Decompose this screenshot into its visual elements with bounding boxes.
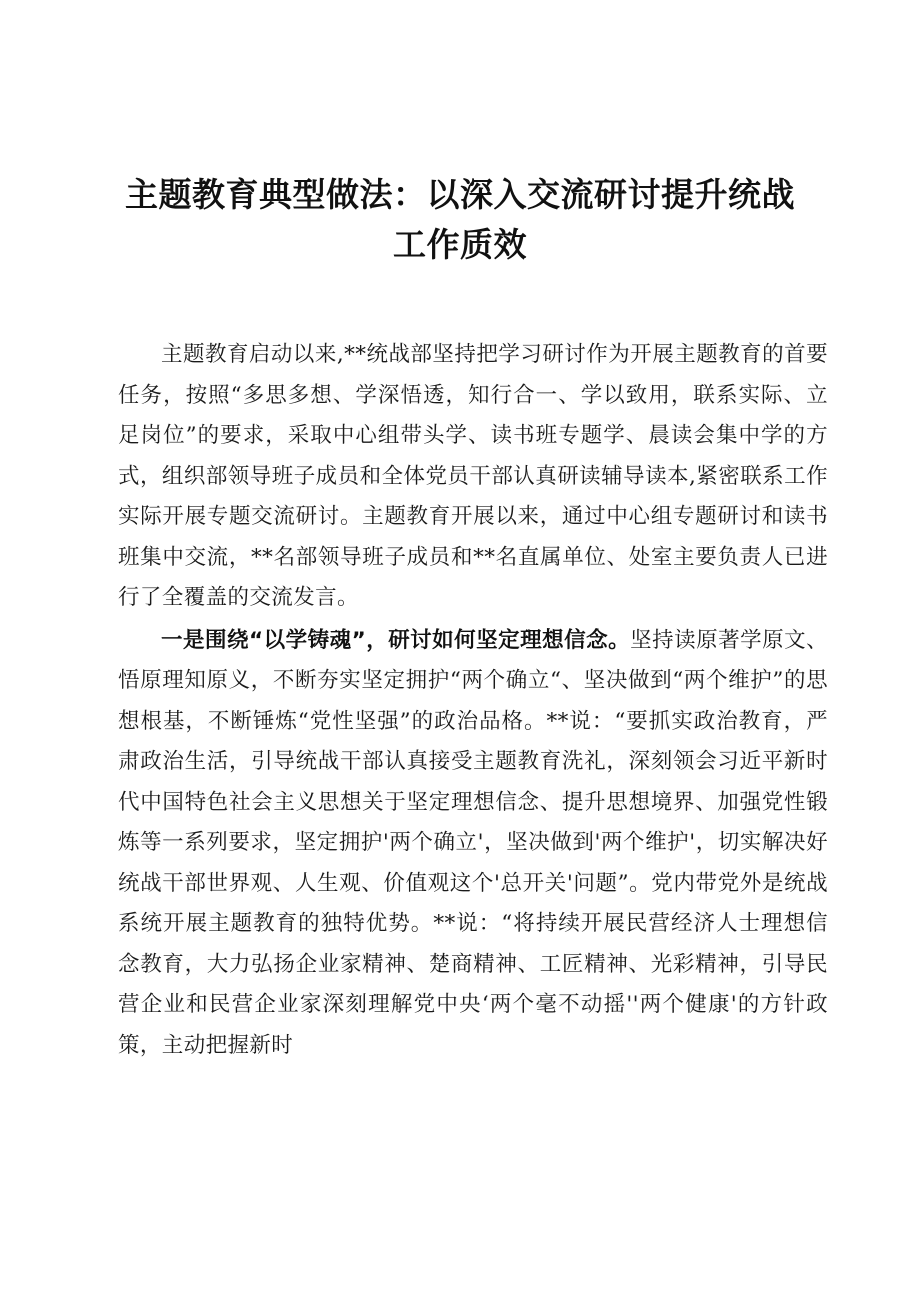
document-title: 主题教育典型做法：以深入交流研讨提升统战工作质效 — [125, 175, 795, 264]
paragraph-intro — [118, 335, 828, 619]
paragraph-intro-text: 主题教育启动以来,**统战部坚持把学习研讨作为开展主题教育的首要任务，按照“多思多想、学深悟透，知行合一、学以致用，联系实际、立足岗位”的要求，采取中心组带头学、读书班专题学、晨读会集中学的方式，组织部领导班子成员和全体党员干部认真研读辅导读本,紧密联系工作实际开展专题交流研讨。主题教育开展以来，通过中心组专题研讨和读书班集中交流，**名部领导班子成员和**名直属单位、处室主要负责人已进行了全覆盖的交流发言。 — [118, 342, 828, 610]
paragraph-point-one — [118, 621, 828, 1067]
paragraph-point-one-heading: 一是围绕“以学铸魂”，研讨如何坚定理想信念。 — [161, 627, 631, 653]
document-body — [118, 335, 828, 1066]
paragraph-point-one-text: 坚持读原著学原文、悟原理知原义，不断夯实坚定拥护“两个确立“、坚决做到“两个维护”的思想根基，不断锤炼“党性坚强”的政治品格。**说：“要抓实政治教育，严肃政治生活，引导统战干部认真接受主题教育洗礼，深刻领会习近平新时代中国特色社会主义思想关于坚定理想信念、提升思想境界、加强党性锻炼等一系列要求，坚定拥护'两个确立'，坚决做到'两个维护'，切实解决好统战干部世界观、人生观、价值观这个'总开关'问题”。党内带党外是统战系统开展主题教育的独特优势。**说：“将持续开展民营经济人士理想信念教育，大力弘扬企业家精神、楚商精神、工匠精神、光彩精神，引导民营企业和民营企业家深刻理解党中央‘两个毫不动摇''两个健康'的方针政策，主动把握新时 — [118, 627, 828, 1058]
